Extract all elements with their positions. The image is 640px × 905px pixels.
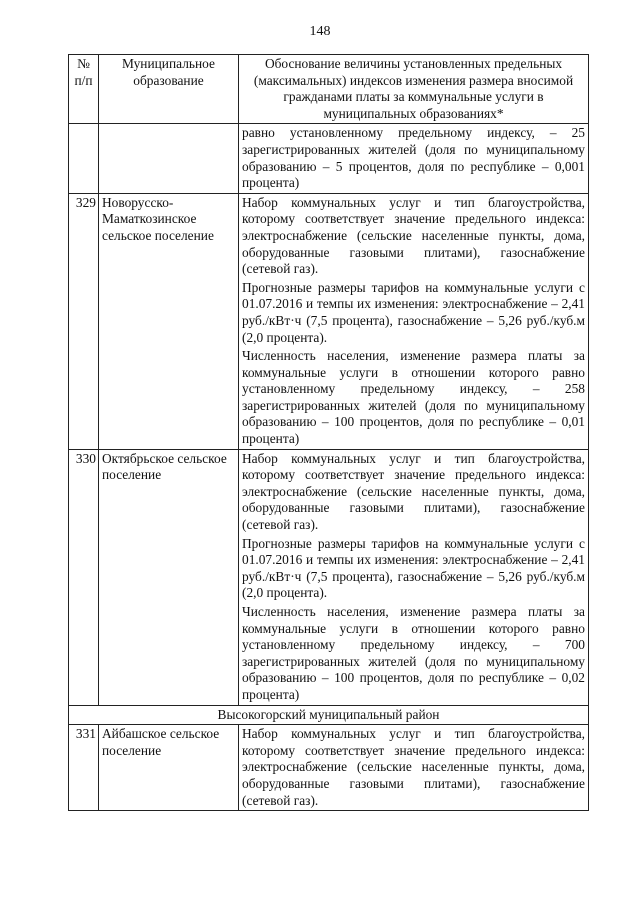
cell-num-empty: [69, 124, 99, 193]
header-justification: Обоснование величины установленных предельных (максимальных) индексов изменения размера вносимой гражданами платы за коммунальные услуги в муниципальных образованиях*: [239, 55, 589, 124]
services-paragraph: Набор коммунальных услуг и тип благоустройства, которому соответствует значение предельного индекса: электроснабжение (сельские населенные пункты, дома, оборудованные газовыми плитами), газоснабжение (сетевой газ).: [242, 450, 585, 533]
services-paragraph: Набор коммунальных услуг и тип благоустройства, которому соответствует значение предельного индекса: электроснабжение (сельские населенные пункты, дома, оборудованные газовыми плитами), газоснабжение (сетевой газ).: [242, 194, 585, 277]
table-row: [69, 449, 589, 705]
services-paragraph: Набор коммунальных услуг и тип благоустройства, которому соответствует значение предельного индекса: электроснабжение (сельские населенные пункты, дома, оборудованные газовыми плитами), газоснабжение (сетевой газ).: [242, 726, 585, 808]
row-number: 331: [69, 725, 99, 811]
justification-text: равно установленному предельному индексу, – 25 зарегистрированных жителей (доля по муниципальному образованию – 5 процентов, доля по республике – 0,001 процента): [242, 125, 585, 191]
cell-justification: [239, 124, 589, 193]
tariffs-paragraph: Прогнозные размеры тарифов на коммунальные услуги с 01.07.2016 и темпы их изменения: электроснабжение – 2,41 руб./кВт·ч (7,5 процента), газоснабжение – 5,26 руб./куб.м (2,0 процента).: [242, 535, 585, 601]
table-row: [69, 193, 589, 449]
page-number: 148: [309, 24, 331, 39]
header-num: № п/п: [69, 55, 99, 124]
header-municipality: Муниципальное образование: [99, 55, 239, 124]
tariffs-paragraph: Прогнозные размеры тарифов на коммунальные услуги с 01.07.2016 и темпы их изменения: электроснабжение – 2,41 руб./кВт·ч (7,5 процента), газоснабжение – 5,26 руб./куб.м (2,0 процента).: [242, 279, 585, 345]
cell-justification: [239, 725, 589, 811]
table-row: [69, 725, 589, 811]
cell-justification: [239, 193, 589, 449]
population-paragraph: Численность населения, изменение размера платы за коммунальные услуги в отношении которого равно установленному предельному индексу, – 258 зарегистрированных жителей (доля по муниципальному образованию – 100 процентов, доля по республике – 0,01 процента): [242, 348, 585, 447]
table-row-continuation: [69, 124, 589, 193]
district-row: [69, 705, 589, 725]
cell-justification: [239, 449, 589, 705]
population-paragraph: Численность населения, изменение размера платы за коммунальные услуги в отношении которого равно установленному предельному индексу, – 700 зарегистрированных жителей (доля по муниципальному образованию – 100 процентов, доля по республике – 0,02 процента): [242, 604, 585, 702]
cell-municipality-empty: [99, 124, 239, 193]
municipality-name: Айбашское сельское поселение: [99, 725, 239, 811]
municipality-name: Октябрьское сельское поселение: [99, 449, 239, 705]
table-header-row: [69, 55, 589, 124]
row-number: 330: [69, 449, 99, 705]
row-number: 329: [69, 193, 99, 449]
municipality-name: Новорусско-Маматкозинское сельское поселение: [99, 193, 239, 449]
district-name: Высокогорский муниципальный район: [69, 705, 589, 725]
tariff-index-table: [68, 54, 589, 811]
